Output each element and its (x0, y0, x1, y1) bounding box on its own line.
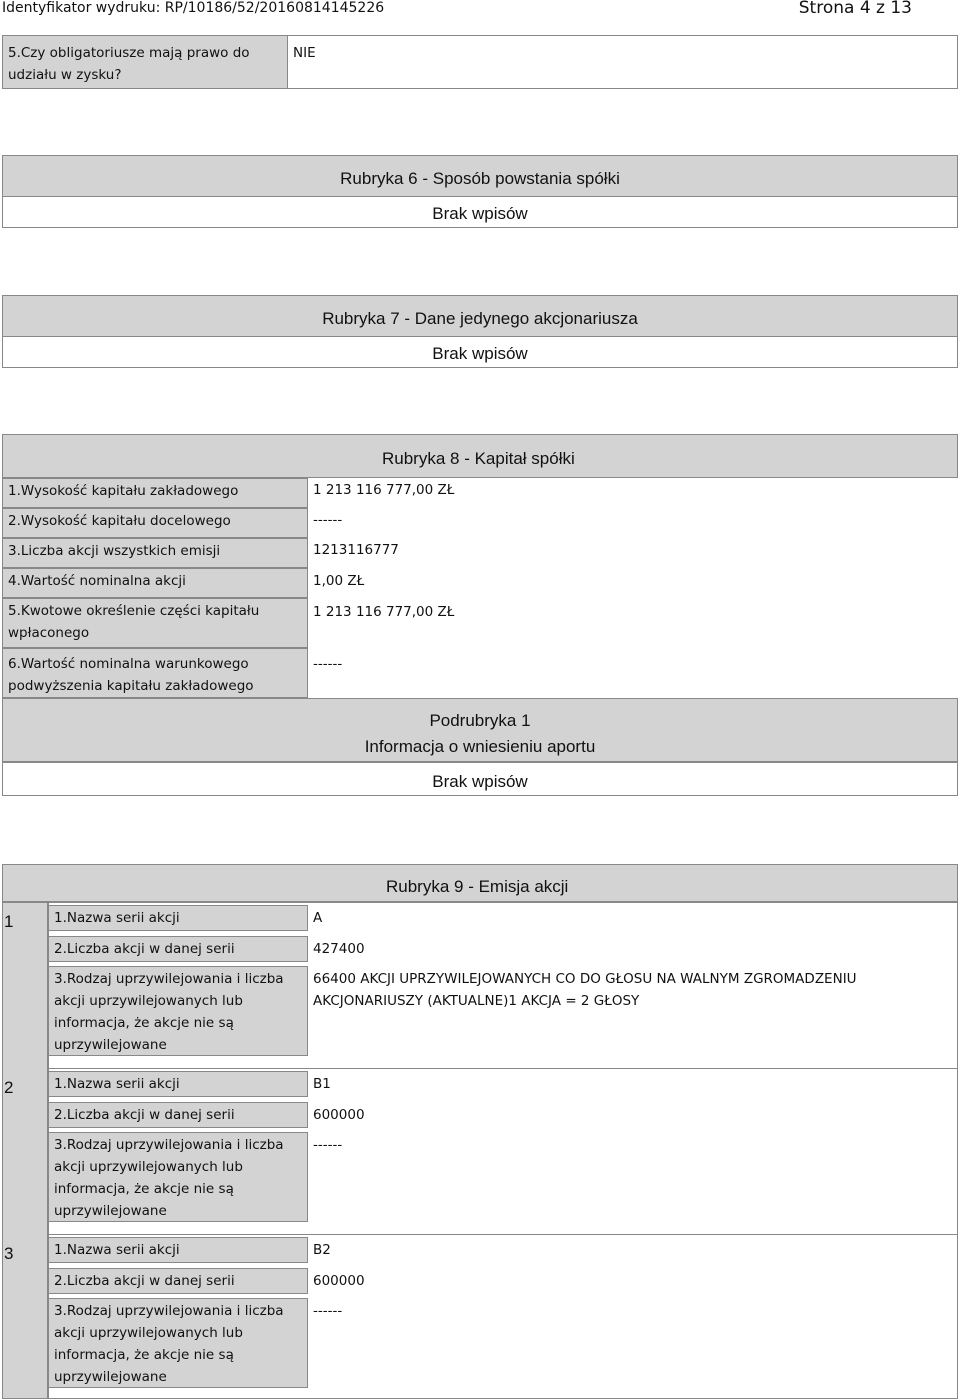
r8-row3-value-text: 1213116777 (313, 542, 399, 558)
obligatoriusze-value-cell (287, 35, 958, 89)
page-number: Strona 4 z 13 (798, 0, 912, 18)
entry1-name: A (313, 910, 323, 926)
r8-row6-value-text: ------ (313, 656, 343, 672)
entry2-priv-label: 3.Rodzaj uprzywilejowania i liczba akcji uprzywilejowanych lub informacja, że akcje nie są uprzywilejowane (54, 1137, 284, 1219)
obligatoriusze-label: 5.Czy obligatoriusze mają prawo do udziału w zysku? (8, 45, 250, 83)
entry2-priv: ------ (313, 1137, 343, 1153)
entry3-count-label-cell (48, 1268, 308, 1294)
entry1-name-label: 1.Nazwa serii akcji (54, 910, 180, 926)
r8-row4-label-cell (2, 568, 308, 598)
rubryka6-body (2, 196, 958, 228)
r8-row4-value (308, 570, 364, 592)
podrubryka1-body (2, 762, 958, 796)
r8-row4-label: 4.Wartość nominalna akcji (8, 573, 186, 589)
rubryka7-empty: Brak wpisów (432, 344, 528, 363)
r8-row2-value-text: ------ (313, 512, 343, 528)
rubryka6-title: Rubryka 6 - Sposób powstania spółki (340, 169, 620, 188)
entry1-priv: 66400 AKCJI UPRZYWILEJOWANYCH CO DO GŁOSU NA WALNYM ZGROMADZENIU AKCJONARIUSZY (AKTUALNE)1 AKCJA = 2 GŁOSY (313, 971, 857, 1009)
r8-row3-label-cell (2, 538, 308, 568)
r8-row5-value (308, 601, 454, 623)
entry3-name-label-cell (48, 1237, 308, 1263)
entry1-count-label: 2.Liczba akcji w danej serii (54, 941, 235, 957)
entry2-count-label: 2.Liczba akcji w danej serii (54, 1107, 235, 1123)
podrubryka1-line1: Podrubryka 1 (429, 711, 531, 730)
entry1-index: 1 (4, 912, 14, 931)
rubryka7-title: Rubryka 7 - Dane jedynego akcjonariusza (322, 309, 638, 328)
r8-row5-value-text: 1 213 116 777,00 ZŁ (313, 604, 455, 620)
r8-row2-label: 2.Wysokość kapitału docelowego (8, 513, 231, 529)
rubryka7-body (2, 336, 958, 368)
entry2-name-label-cell (48, 1071, 308, 1097)
entry-divider-2 (48, 1234, 958, 1235)
entry2-count-label-cell (48, 1102, 308, 1128)
entry1-count: 427400 (313, 941, 365, 957)
entry2-priv-label-cell (48, 1132, 308, 1222)
entry-divider-1 (48, 1068, 958, 1069)
podrubryka1-line2: Informacja o wniesieniu aportu (364, 737, 596, 756)
r8-row5-label-cell (2, 598, 308, 648)
entry2-count: 600000 (313, 1107, 365, 1123)
podrubryka1-empty: Brak wpisów (432, 772, 528, 791)
entry1-priv-label-cell (48, 966, 308, 1056)
rubryka8-title: Rubryka 8 - Kapitał spółki (382, 449, 575, 468)
r8-row3-value (308, 539, 399, 561)
entry3-priv: ------ (313, 1303, 343, 1319)
obligatoriusze-value: NIE (293, 45, 316, 61)
r8-row4-value-text: 1,00 ZŁ (313, 573, 365, 589)
r8-row1-value (308, 479, 454, 501)
entry1-count-label-cell (48, 936, 308, 962)
rubryka9-index-column (2, 902, 48, 1399)
entry1-priv-label: 3.Rodzaj uprzywilejowania i liczba akcji uprzywilejowanych lub informacja, że akcje nie są uprzywilejowane (54, 971, 284, 1053)
podrubryka1-header (2, 698, 958, 762)
r8-row6-label: 6.Wartość nominalna warunkowego podwyższenia kapitału zakładowego (8, 656, 254, 694)
entry2-name: B1 (313, 1076, 331, 1092)
entry1-name-label-cell (48, 905, 308, 931)
print-identifier: Identyfikator wydruku: RP/10186/52/20160814145226 (2, 0, 385, 16)
rubryka6-empty: Brak wpisów (432, 204, 528, 223)
r8-row1-value-text: 1 213 116 777,00 ZŁ (313, 482, 455, 498)
entry3-count: 600000 (313, 1273, 365, 1289)
r8-row6-value (308, 653, 342, 675)
r8-row5-label: 5.Kwotowe określenie części kapitału wpłaconego (8, 603, 260, 641)
entry2-index: 2 (4, 1078, 14, 1097)
r8-row3-label: 3.Liczba akcji wszystkich emisji (8, 543, 221, 559)
r8-row1-label-cell (2, 478, 308, 508)
rubryka8-header (2, 434, 958, 478)
rubryka9-title: Rubryka 9 - Emisja akcji (386, 877, 569, 896)
entry3-index: 3 (4, 1244, 14, 1263)
entry3-count-label: 2.Liczba akcji w danej serii (54, 1273, 235, 1289)
r8-row2-label-cell (2, 508, 308, 538)
entry2-name-label: 1.Nazwa serii akcji (54, 1076, 180, 1092)
entry3-name: B2 (313, 1242, 331, 1258)
entry3-name-label: 1.Nazwa serii akcji (54, 1242, 180, 1258)
obligatoriusze-label-cell (2, 35, 288, 89)
rubryka9-header (2, 864, 958, 902)
entry3-priv-label-cell (48, 1298, 308, 1388)
entry3-priv-label: 3.Rodzaj uprzywilejowania i liczba akcji uprzywilejowanych lub informacja, że akcje nie są uprzywilejowane (54, 1303, 284, 1385)
r8-row2-value (308, 509, 342, 531)
r8-row6-label-cell (2, 648, 308, 698)
r8-row1-label: 1.Wysokość kapitału zakładowego (8, 483, 239, 499)
